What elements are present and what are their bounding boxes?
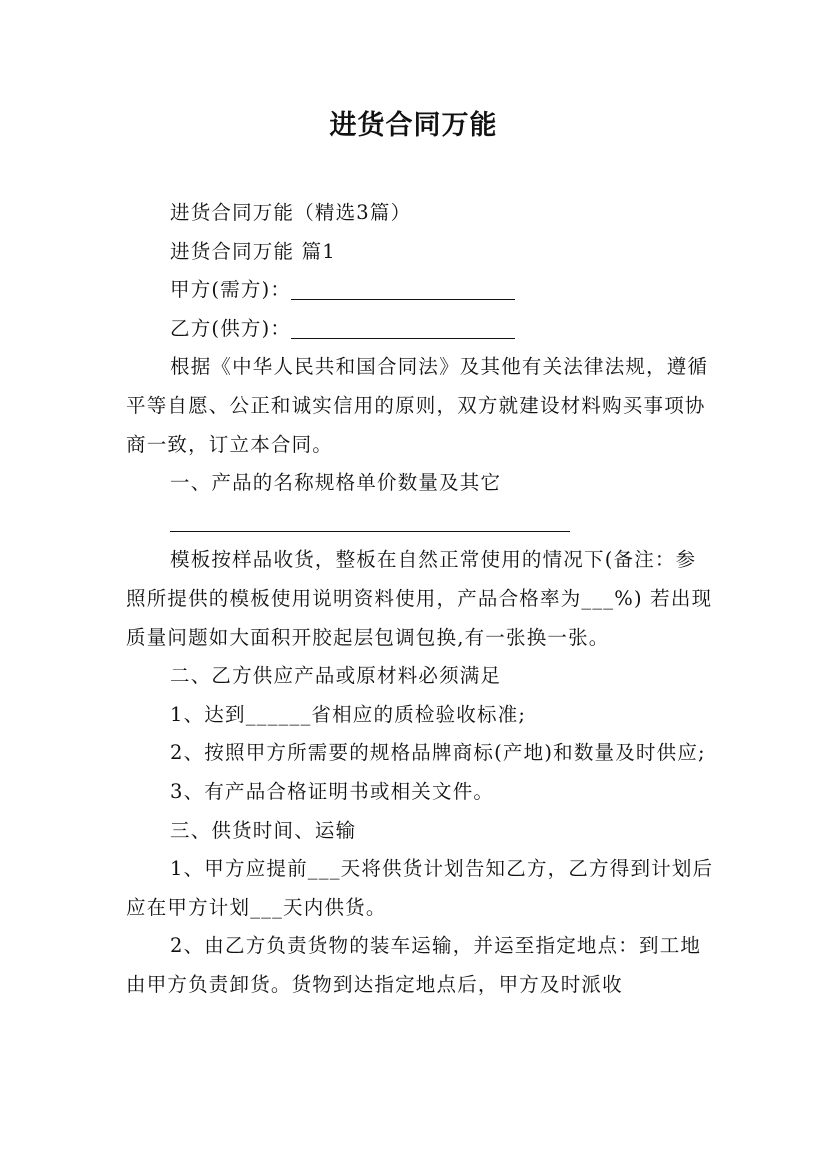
- paragraph-item-2: 2、按照甲方所需要的规格品牌商标(产地)和数量及时供应;: [170, 741, 706, 765]
- party-a-line: [126, 271, 716, 310]
- paragraph-heading-3: 三、供货时间、运输: [170, 818, 357, 842]
- party-a-blank: [291, 277, 515, 300]
- party-b-line: [126, 310, 716, 349]
- paragraph-item-4: 1、甲方应提前___天将供货计划告知乙方，乙方得到计划后应在甲方计划___天内供货。: [126, 857, 714, 919]
- blank-rule: [170, 531, 570, 532]
- paragraph-template: 模板按样品收货，整板在自然正常使用的情况下(备注：参照所提供的模板使用说明资料使用，产品合格率为___%) 若出现质量问题如大面积开胶起层包调包换,有一张换一张。: [126, 548, 713, 649]
- paragraph-heading-1: 一、产品的名称规格单价数量及其它: [170, 471, 502, 495]
- paragraph-item-5: 2、由乙方负责货物的装车运输，并运至指定地点：到工地由甲方负责卸货。货物到达指定地点后，甲方及时派收: [126, 934, 702, 996]
- document-body: [126, 194, 716, 1004]
- party-b-label: 乙方(供方)：: [170, 316, 292, 340]
- party-b-blank: [291, 316, 515, 339]
- paragraph-item-3: 3、有产品合格证明书或相关文件。: [170, 779, 495, 803]
- paragraph-subtitle: 进货合同万能（精选3篇）: [170, 201, 412, 224]
- document-title: 进货合同万能: [329, 110, 498, 141]
- paragraph-intro: 根据《中华人民共和国合同法》及其他有关法律法规，遵循平等自愿、公正和诚实信用的原则，双方就建设材料购买事项协商一致，订立本合同。: [126, 355, 709, 456]
- paragraph-section-heading: 进货合同万能 篇1: [170, 239, 336, 263]
- paragraph-heading-2: 二、乙方供应产品或原材料必须满足: [170, 664, 502, 688]
- paragraph-item-1: 1、达到______省相应的质检验收标准;: [170, 702, 527, 726]
- blank-line: [126, 503, 716, 542]
- party-a-label: 甲方(需方)：: [170, 278, 292, 302]
